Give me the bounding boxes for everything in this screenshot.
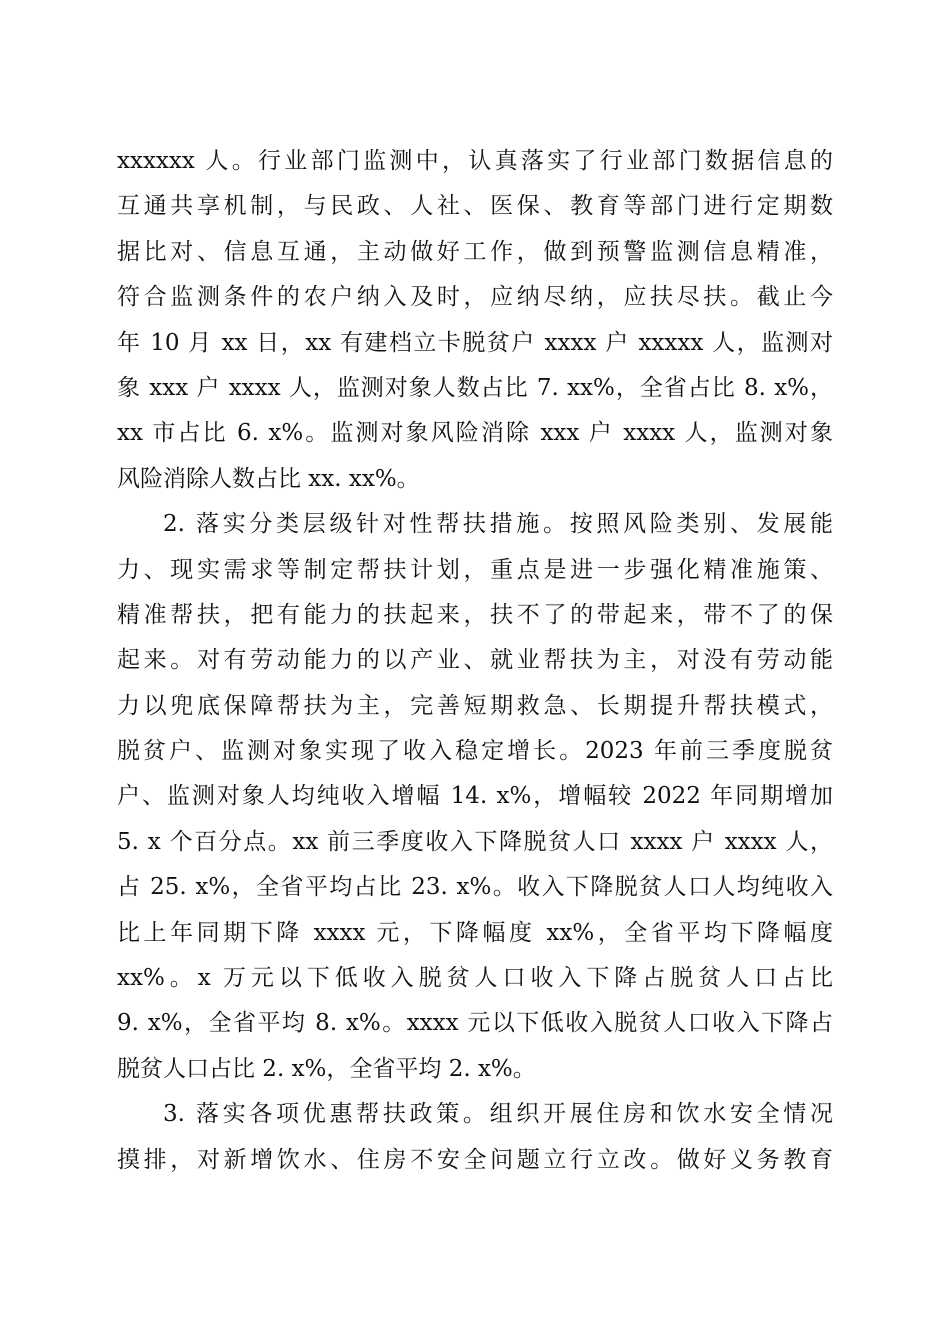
- text-line: 占 25. x%，全省平均占比 23. x%。收入下降脱贫人口人均纯收入: [117, 874, 833, 901]
- text-line: 象 xxx 户 xxxx 人，监测对象人数占比 7. xx%，全省占比 8. x%，: [117, 374, 833, 401]
- body-text: [117, 139, 833, 1183]
- paragraph-monitoring: [117, 139, 833, 502]
- text-line: 2. 落实分类层级针对性帮扶措施。按照风险类别、发展能: [163, 511, 833, 538]
- text-line: 精准帮扶，把有能力的扶起来，扶不了的带起来，带不了的保: [117, 601, 833, 628]
- text-line: 符合监测条件的农户纳入及时，应纳尽纳，应扶尽扶。截止今: [117, 284, 833, 311]
- text-line: 力、现实需求等制定帮扶计划，重点是进一步强化精准施策、: [117, 556, 833, 583]
- text-line: 户、监测对象人均纯收入增幅 14. x%，增幅较 2022 年同期增加: [117, 783, 833, 810]
- paragraph-assistance-measures: [117, 502, 833, 1092]
- text-line: 风险消除人数占比 xx. xx%。: [117, 465, 420, 492]
- text-line: xx 市占比 6. x%。监测对象风险消除 xxx 户 xxxx 人，监测对象: [117, 420, 833, 447]
- text-line: 脱贫人口占比 2. x%，全省平均 2. x%。: [117, 1055, 536, 1082]
- text-line: 力以兜底保障帮扶为主，完善短期救急、长期提升帮扶模式，: [117, 692, 833, 719]
- paragraph-preferential-policies: [117, 1092, 833, 1183]
- text-line: xx%。x 万元以下低收入脱贫人口收入下降占脱贫人口占比: [117, 965, 833, 992]
- text-line: xxxxxx 人。行业部门监测中，认真落实了行业部门数据信息的: [117, 148, 833, 174]
- text-line: 3. 落实各项优惠帮扶政策。组织开展住房和饮水安全情况: [163, 1101, 833, 1128]
- text-line: 互通共享机制，与民政、人社、医保、教育等部门进行定期数: [117, 193, 833, 220]
- text-line: 年 10 月 xx 日，xx 有建档立卡脱贫户 xxxx 户 xxxxx 人，监测对: [117, 329, 833, 356]
- text-line: 脱贫户、监测对象实现了收入稳定增长。2023 年前三季度脱贫: [117, 738, 833, 765]
- text-line: 起来。对有劳动能力的以产业、就业帮扶为主，对没有劳动能: [117, 647, 833, 674]
- text-line: 比上年同期下降 xxxx 元，下降幅度 xx%，全省平均下降幅度: [117, 919, 833, 946]
- text-line: 摸排，对新增饮水、住房不安全问题立行立改。做好义务教育: [117, 1146, 833, 1173]
- text-line: 9. x%，全省平均 8. x%。xxxx 元以下低收入脱贫人口收入下降占: [117, 1010, 833, 1037]
- text-line: 据比对、信息互通，主动做好工作，做到预警监测信息精准，: [117, 238, 833, 265]
- text-line: 5. x 个百分点。xx 前三季度收入下降脱贫人口 xxxx 户 xxxx 人，: [117, 828, 833, 855]
